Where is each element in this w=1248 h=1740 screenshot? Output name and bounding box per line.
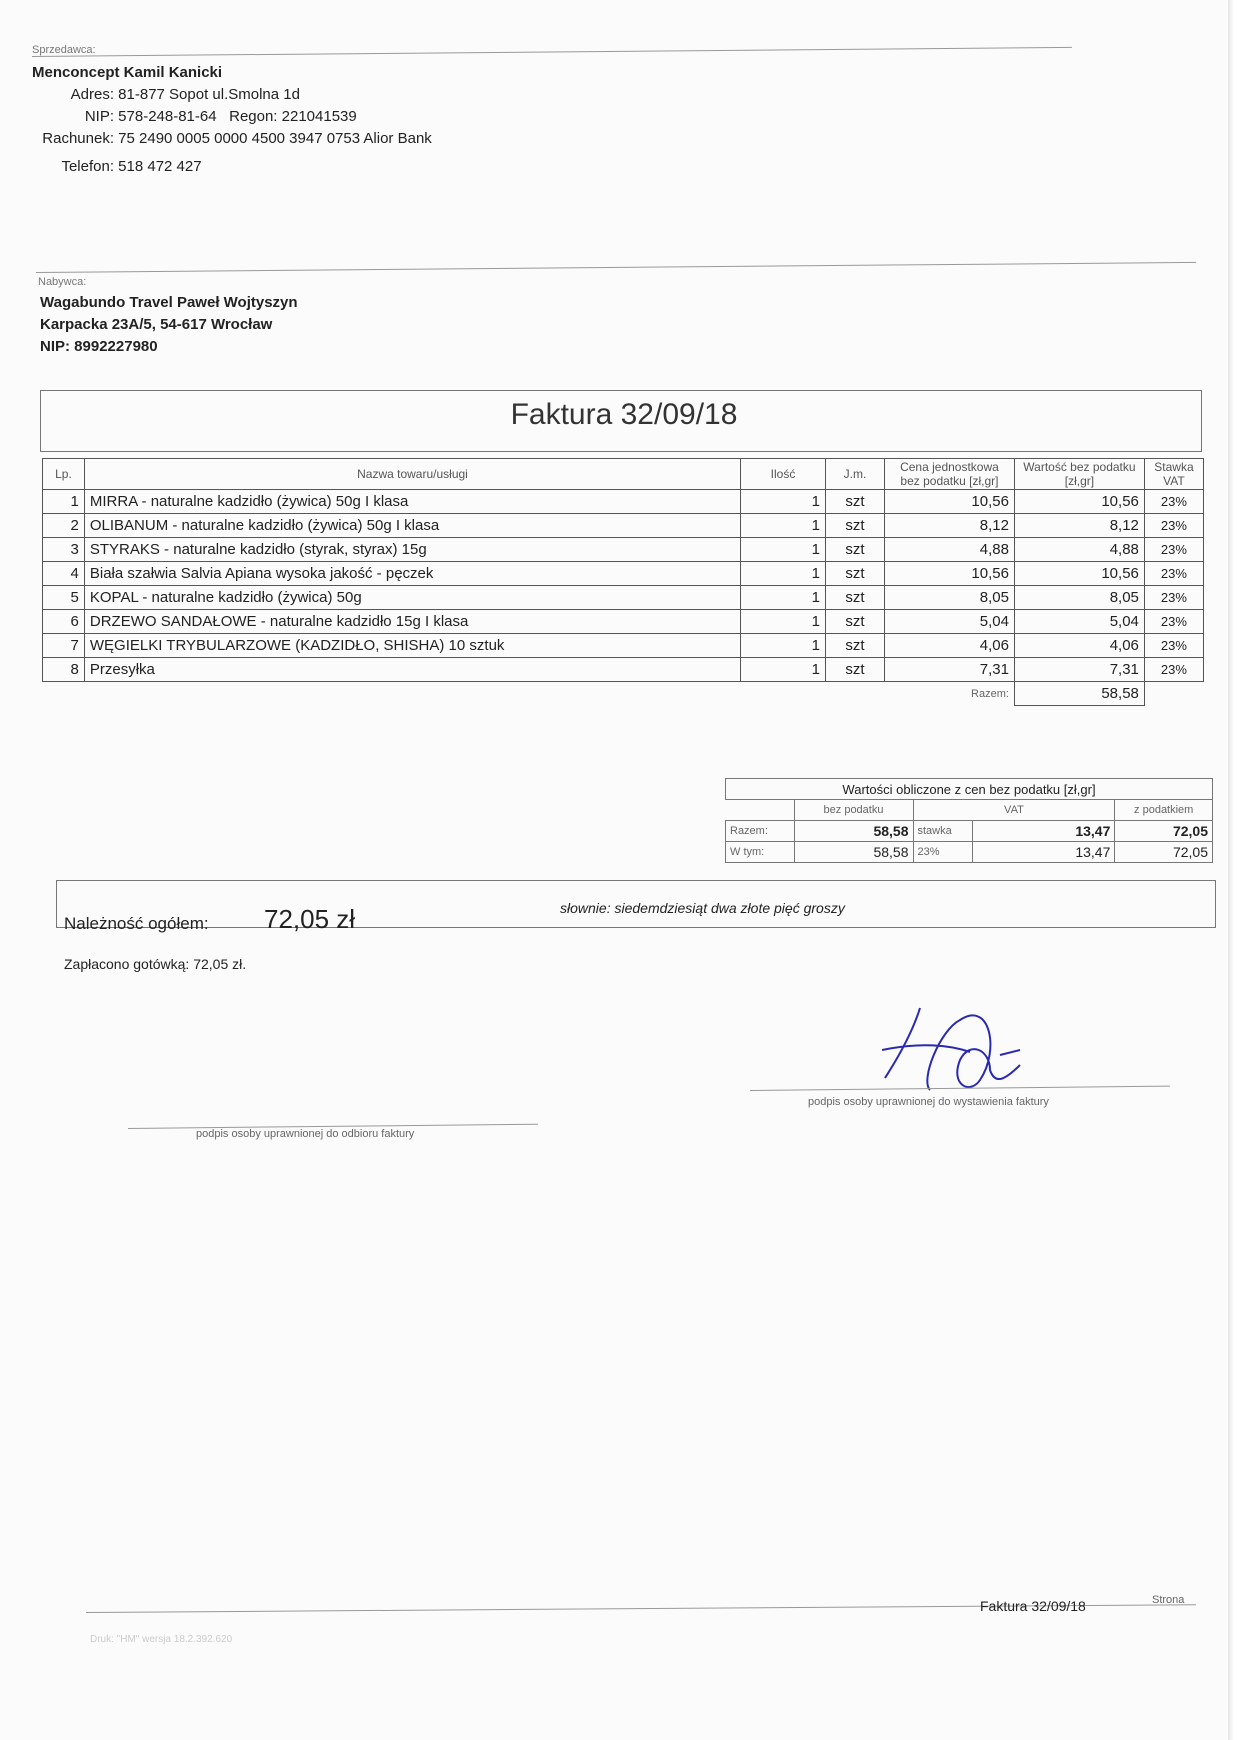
seller-caption: Sprzedawca: bbox=[32, 44, 96, 56]
row-price: 4,88 bbox=[884, 538, 1014, 562]
row-vat: 23% bbox=[1144, 610, 1203, 634]
seller-account: 75 2490 0005 0000 4500 3947 0753 Alior Bank bbox=[118, 130, 432, 147]
row-qty: 1 bbox=[741, 586, 826, 610]
row-unit: szt bbox=[825, 538, 884, 562]
table-row bbox=[43, 538, 1204, 562]
seller-account-label: Rachunek: bbox=[42, 130, 114, 147]
row-qty: 1 bbox=[741, 658, 826, 682]
row-lp: 7 bbox=[43, 634, 85, 658]
buyer-name: Wagabundo Travel Paweł Wojtyszyn bbox=[40, 294, 298, 311]
summary-title: Wartości obliczone z cen bez podatku [zł,gr] bbox=[726, 779, 1213, 800]
seller-address-label: Adres: bbox=[70, 86, 114, 103]
summary-col-vat: VAT bbox=[913, 800, 1115, 821]
row-price: 10,56 bbox=[884, 490, 1014, 514]
row-unit: szt bbox=[825, 514, 884, 538]
page-margin bbox=[1234, 0, 1248, 1740]
row-price: 10,56 bbox=[884, 562, 1014, 586]
seller-phone: 518 472 427 bbox=[118, 158, 202, 175]
row-price: 5,04 bbox=[884, 610, 1014, 634]
row-vat: 23% bbox=[1144, 586, 1203, 610]
row-value: 10,56 bbox=[1014, 490, 1144, 514]
table-row bbox=[43, 562, 1204, 586]
items-table bbox=[42, 458, 1204, 706]
row-value: 4,06 bbox=[1014, 634, 1144, 658]
table-row bbox=[43, 490, 1204, 514]
seller-phone-label: Telefon: bbox=[61, 158, 114, 175]
row-qty: 1 bbox=[741, 610, 826, 634]
row-lp: 4 bbox=[43, 562, 85, 586]
row-vat: 23% bbox=[1144, 538, 1203, 562]
table-total-row bbox=[43, 682, 1204, 706]
handwritten-signature bbox=[880, 990, 1080, 1100]
row-qty: 1 bbox=[741, 634, 826, 658]
footer-print: Druk: "HM" wersja 18.2.392.620 bbox=[90, 1634, 233, 1645]
summary-total-label: Razem: bbox=[726, 821, 795, 842]
row-vat: 23% bbox=[1144, 658, 1203, 682]
seller-nip: 578-248-81-64 bbox=[118, 108, 217, 125]
row-value: 8,12 bbox=[1014, 514, 1144, 538]
row-value: 7,31 bbox=[1014, 658, 1144, 682]
receiver-signature-caption: podpis osoby uprawnionej do odbioru faktury bbox=[196, 1128, 415, 1140]
seller-phone-row bbox=[32, 158, 202, 175]
table-row bbox=[43, 658, 1204, 682]
row-qty: 1 bbox=[741, 490, 826, 514]
seller-account-row bbox=[32, 130, 432, 147]
buyer-address: Karpacka 23A/5, 54-617 Wrocław bbox=[40, 316, 273, 333]
seller-regon: 221041539 bbox=[281, 108, 357, 125]
row-name: MIRRA - naturalne kadzidło (żywica) 50g I klasa bbox=[84, 490, 740, 514]
col-qty: Ilość bbox=[741, 459, 826, 490]
summary-rate-label: stawka bbox=[913, 821, 972, 842]
row-lp: 3 bbox=[43, 538, 85, 562]
words-value: siedemdziesiąt dwa złote pięć groszy bbox=[614, 900, 845, 916]
seller-address-row bbox=[32, 86, 300, 103]
row-name: KOPAL - naturalne kadzidło (żywica) 50g bbox=[84, 586, 740, 610]
row-vat: 23% bbox=[1144, 514, 1203, 538]
summary-incl-net: 58,58 bbox=[794, 842, 913, 863]
row-unit: szt bbox=[825, 658, 884, 682]
seller-nip-row bbox=[32, 108, 357, 125]
summary-incl-label: W tym: bbox=[726, 842, 795, 863]
seller-nip-label: NIP: bbox=[84, 108, 114, 125]
row-name: Biała szałwia Salvia Apiana wysoka jakość - pęczek bbox=[84, 562, 740, 586]
col-value: Wartość bez podatku [zł,gr] bbox=[1014, 459, 1144, 490]
summary-col-net: bez podatku bbox=[794, 800, 913, 821]
summary-incl-gross: 72,05 bbox=[1115, 842, 1213, 863]
table-row bbox=[43, 514, 1204, 538]
summary-total-gross: 72,05 bbox=[1115, 821, 1213, 842]
table-row bbox=[43, 586, 1204, 610]
table-row bbox=[43, 634, 1204, 658]
row-unit: szt bbox=[825, 562, 884, 586]
row-value: 5,04 bbox=[1014, 610, 1144, 634]
row-lp: 2 bbox=[43, 514, 85, 538]
row-price: 4,06 bbox=[884, 634, 1014, 658]
row-name: DRZEWO SANDAŁOWE - naturalne kadzidło 15g I klasa bbox=[84, 610, 740, 634]
due-label: Należność ogółem: bbox=[64, 914, 209, 933]
col-unit-price: Cena jednostkowa bez podatku [zł,gr] bbox=[884, 459, 1014, 490]
row-value: 8,05 bbox=[1014, 586, 1144, 610]
row-name: Przesyłka bbox=[84, 658, 740, 682]
row-qty: 1 bbox=[741, 538, 826, 562]
due-value: 72,05 zł bbox=[264, 904, 356, 934]
col-vat: Stawka VAT bbox=[1144, 459, 1203, 490]
row-unit: szt bbox=[825, 490, 884, 514]
row-vat: 23% bbox=[1144, 490, 1203, 514]
seller-name: Menconcept Kamil Kanicki bbox=[32, 64, 223, 81]
row-qty: 1 bbox=[741, 562, 826, 586]
row-vat: 23% bbox=[1144, 562, 1203, 586]
row-price: 8,12 bbox=[884, 514, 1014, 538]
summary-title-row bbox=[726, 779, 1213, 800]
col-unit: J.m. bbox=[825, 459, 884, 490]
row-lp: 6 bbox=[43, 610, 85, 634]
words-label: słownie: bbox=[560, 900, 611, 916]
total-value: 58,58 bbox=[1014, 682, 1144, 706]
row-lp: 1 bbox=[43, 490, 85, 514]
summary-total-row bbox=[726, 821, 1213, 842]
amount-in-words bbox=[560, 900, 845, 916]
summary-total-net: 58,58 bbox=[794, 821, 913, 842]
row-name: STYRAKS - naturalne kadzidło (styrak, styrax) 15g bbox=[84, 538, 740, 562]
row-value: 4,88 bbox=[1014, 538, 1144, 562]
row-qty: 1 bbox=[741, 514, 826, 538]
summary-incl-row bbox=[726, 842, 1213, 863]
buyer-nip: NIP: 8992227980 bbox=[40, 338, 158, 355]
col-lp: Lp. bbox=[43, 459, 85, 490]
row-unit: szt bbox=[825, 610, 884, 634]
row-lp: 8 bbox=[43, 658, 85, 682]
row-name: OLIBANUM - naturalne kadzidło (żywica) 50g I klasa bbox=[84, 514, 740, 538]
summary-incl-vat: 13,47 bbox=[972, 842, 1115, 863]
row-lp: 5 bbox=[43, 586, 85, 610]
col-name: Nazwa towaru/usługi bbox=[84, 459, 740, 490]
items-header-row bbox=[43, 459, 1204, 490]
total-label: Razem: bbox=[971, 687, 1009, 700]
summary-total-vat: 13,47 bbox=[972, 821, 1115, 842]
vat-summary-table bbox=[725, 778, 1213, 863]
seller-address: 81-877 Sopot ul.Smolna 1d bbox=[118, 86, 300, 103]
row-name: WĘGIELKI TRYBULARZOWE (KADZIDŁO, SHISHA) 10 sztuk bbox=[84, 634, 740, 658]
footer-invoice: Faktura 32/09/18 bbox=[980, 1598, 1086, 1614]
row-price: 8,05 bbox=[884, 586, 1014, 610]
row-unit: szt bbox=[825, 586, 884, 610]
table-row bbox=[43, 610, 1204, 634]
paid-cash: Zapłacono gotówką: 72,05 zł. bbox=[64, 956, 247, 972]
row-price: 7,31 bbox=[884, 658, 1014, 682]
row-vat: 23% bbox=[1144, 634, 1203, 658]
issuer-signature-caption: podpis osoby uprawnionej do wystawienia faktury bbox=[808, 1096, 1049, 1108]
seller-regon-label: Regon: bbox=[229, 108, 278, 125]
buyer-caption: Nabywca: bbox=[38, 276, 87, 288]
row-unit: szt bbox=[825, 634, 884, 658]
footer-page: Strona bbox=[1152, 1594, 1185, 1606]
summary-incl-rate: 23% bbox=[913, 842, 972, 863]
invoice-title: Faktura 32/09/18 bbox=[510, 398, 738, 431]
summary-header-row bbox=[726, 800, 1213, 821]
summary-col-gross: z podatkiem bbox=[1115, 800, 1213, 821]
row-value: 10,56 bbox=[1014, 562, 1144, 586]
